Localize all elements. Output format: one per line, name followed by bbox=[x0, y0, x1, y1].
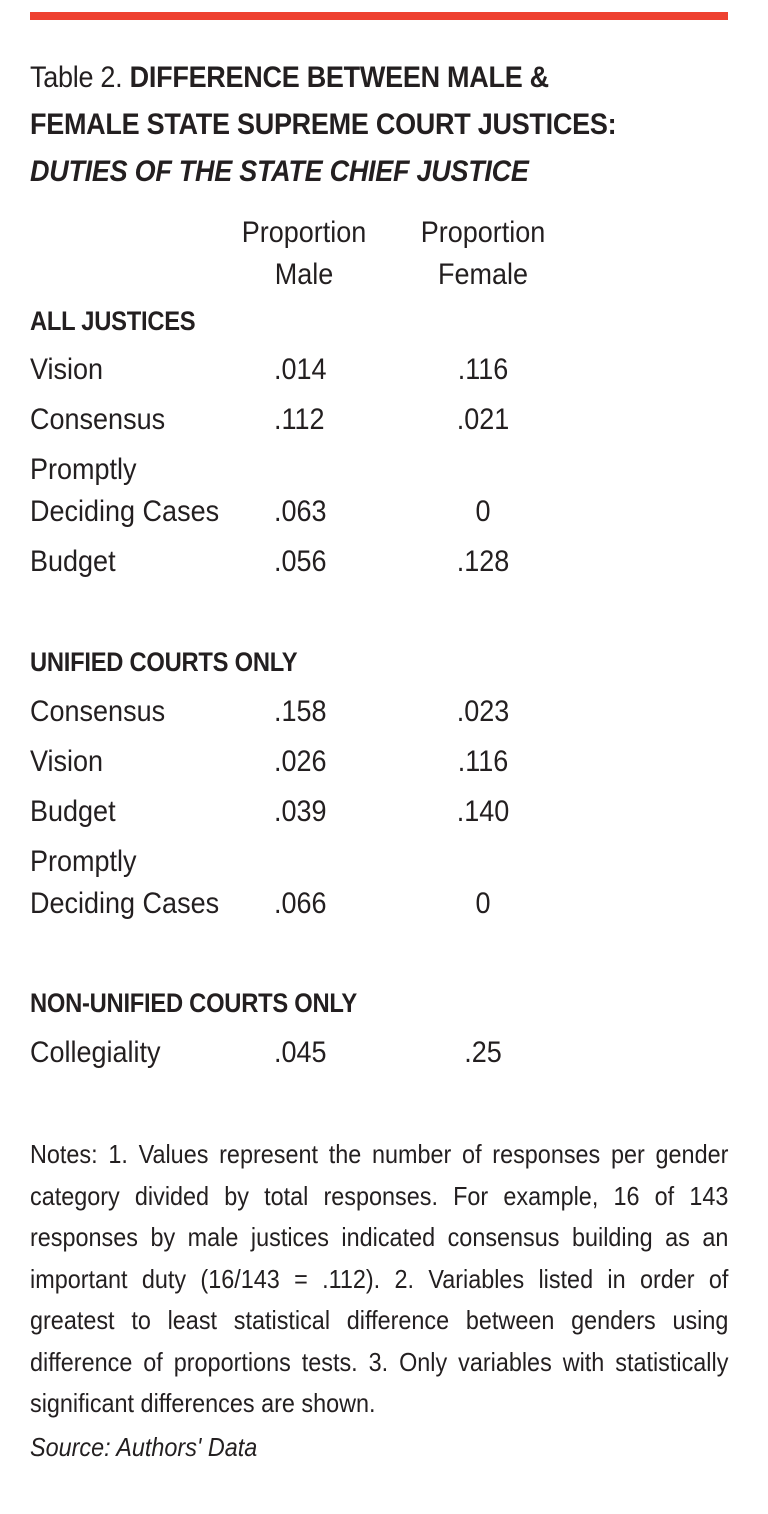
value-male: .045 bbox=[274, 1036, 327, 1069]
table-row bbox=[0, 353, 768, 399]
value-female: .140 bbox=[456, 795, 510, 828]
row-label: Deciding Cases bbox=[30, 495, 220, 528]
section-heading-unified-courts: UNIFIED COURTS ONLY bbox=[30, 647, 298, 677]
value-female: 0 bbox=[475, 887, 491, 920]
row-label: Collegiality bbox=[30, 1036, 161, 1069]
table-title bbox=[30, 54, 660, 195]
value-female: .128 bbox=[456, 545, 510, 578]
title-subtitle: DUTIES OF THE STATE CHIEF JUSTICE bbox=[30, 155, 529, 188]
row-label: Consensus bbox=[30, 695, 166, 728]
table-row bbox=[0, 403, 768, 449]
table-row bbox=[0, 695, 768, 741]
value-male: .063 bbox=[274, 495, 327, 528]
column-header-male-line-1: Proportion bbox=[241, 216, 367, 249]
value-female: .023 bbox=[456, 695, 510, 728]
top-accent-rule bbox=[30, 12, 728, 20]
section-heading-all-justices: ALL JUSTICES bbox=[30, 306, 196, 336]
row-label-prefix: Promptly bbox=[30, 453, 137, 486]
row-label: Vision bbox=[30, 745, 104, 778]
row-label: Deciding Cases bbox=[30, 887, 220, 920]
row-label: Consensus bbox=[30, 403, 166, 436]
value-female: 0 bbox=[475, 495, 491, 528]
table-row bbox=[0, 795, 768, 841]
column-header-female-line-1: Proportion bbox=[420, 216, 546, 249]
row-label: Budget bbox=[30, 545, 116, 578]
column-header-female-line-2: Female bbox=[437, 258, 529, 291]
title-line-2: FEMALE STATE SUPREME COURT JUSTICES: bbox=[30, 108, 617, 141]
value-male: .158 bbox=[274, 695, 327, 728]
column-header-female bbox=[398, 212, 569, 296]
table-notes: Notes: 1. Values represent the number of responses per gender category divided by total responses. For example, 16 of 143 responses by male justices indicated consensus building as an important duty (16/143 = .112). 2. Variables listed in order of greatest to least statistical difference between genders using difference of proportions tests. 3. Only variables with statistically significant differences are shown. bbox=[30, 1139, 729, 1418]
value-male: .056 bbox=[274, 545, 327, 578]
column-header-male bbox=[219, 212, 390, 296]
table-row bbox=[0, 745, 768, 791]
source-credit: Source: Authors' Data bbox=[30, 1432, 258, 1462]
row-label: Budget bbox=[30, 795, 116, 828]
column-header-male-line-2: Male bbox=[274, 258, 334, 291]
value-male: .014 bbox=[274, 353, 327, 386]
value-male: .026 bbox=[274, 745, 327, 778]
value-female: .116 bbox=[457, 353, 509, 386]
value-male: .066 bbox=[274, 887, 327, 920]
row-label-prefix: Promptly bbox=[30, 845, 137, 878]
table-row bbox=[0, 545, 768, 591]
title-line-1: DIFFERENCE BETWEEN MALE & bbox=[129, 61, 549, 94]
value-female: .021 bbox=[456, 403, 510, 436]
value-female: .25 bbox=[464, 1036, 502, 1069]
value-male: .112 bbox=[274, 403, 325, 436]
value-female: .116 bbox=[457, 745, 509, 778]
value-male: .039 bbox=[274, 795, 327, 828]
table-row bbox=[0, 1036, 768, 1082]
table-row bbox=[0, 453, 768, 541]
row-label: Vision bbox=[30, 353, 104, 386]
table-row bbox=[0, 845, 768, 933]
table-number: Table 2. bbox=[30, 61, 123, 94]
section-heading-non-unified-courts: NON-UNIFIED COURTS ONLY bbox=[30, 988, 358, 1018]
